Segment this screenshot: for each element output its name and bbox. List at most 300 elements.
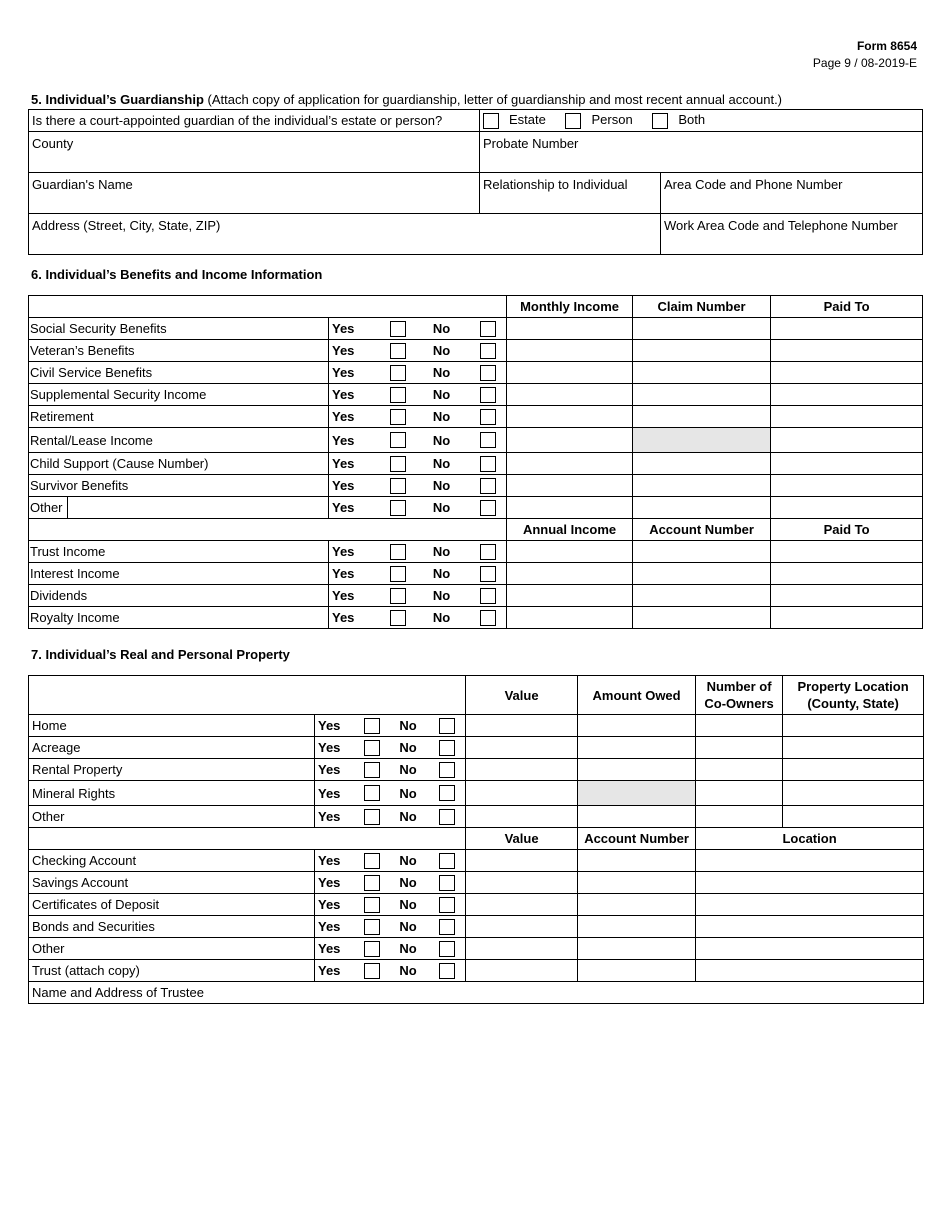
no-label: No: [381, 737, 436, 759]
bonds-and-securities-location[interactable]: [696, 916, 924, 938]
acreage-co-owners[interactable]: [696, 737, 783, 759]
other-value[interactable]: [466, 806, 578, 828]
other-specify-field[interactable]: [67, 497, 69, 519]
other-yes-checkbox[interactable]: [364, 941, 380, 957]
royalty-income-number[interactable]: [633, 607, 771, 629]
property-row: [29, 781, 924, 806]
interest-income-amount[interactable]: [507, 563, 633, 585]
trust-income-yes-checkbox[interactable]: [390, 544, 406, 560]
home-location[interactable]: [783, 715, 924, 737]
interest-income-yes-checkbox[interactable]: [390, 566, 406, 582]
trust-attach-copy-yes-cell: [361, 960, 381, 982]
trust-attach-copy-account-number[interactable]: [578, 960, 696, 982]
account-label-trust-attach-copy: Trust (attach copy): [29, 960, 315, 982]
royalty-income-yes-checkbox[interactable]: [390, 610, 406, 626]
mineral-rights-no-cell: [436, 781, 456, 806]
dividends-yes-cell: [387, 585, 407, 607]
certificates-of-deposit-value[interactable]: [466, 894, 578, 916]
dividends-number[interactable]: [633, 585, 771, 607]
yes-label: Yes: [315, 715, 361, 737]
benefit-label-child-support-cause-number: Child Support (Cause Number): [29, 453, 329, 475]
supplemental-security-income-no-checkbox[interactable]: [480, 387, 496, 403]
rental-property-no-cell: [436, 759, 456, 781]
interest-income-paid-to[interactable]: [771, 563, 923, 585]
spacer-cell: [456, 894, 466, 916]
trust-income-number[interactable]: [633, 541, 771, 563]
property-label-other: Other: [29, 806, 315, 828]
mineral-rights-yes-checkbox[interactable]: [364, 785, 380, 801]
child-support-cause-number-number[interactable]: [633, 453, 771, 475]
column-header-claim-number: Claim Number: [633, 296, 771, 318]
savings-account-location[interactable]: [696, 872, 924, 894]
guardian-question: Is there a court-appointed guardian of the individual’s estate or person?: [29, 110, 480, 132]
savings-account-account-number[interactable]: [578, 872, 696, 894]
no-label: No: [407, 406, 477, 428]
benefits-header-row: [29, 296, 923, 318]
civil-service-benefits-number[interactable]: [633, 362, 771, 384]
property-row: [29, 737, 924, 759]
other-no-checkbox[interactable]: [480, 500, 496, 516]
savings-account-no-checkbox[interactable]: [439, 875, 455, 891]
other-location[interactable]: [696, 938, 924, 960]
benefit-row: [29, 406, 923, 428]
trustee-row: [29, 982, 924, 1004]
estate-checkbox[interactable]: [483, 113, 499, 129]
property-table: [28, 675, 924, 1004]
rental-lease-income-yes-cell: [387, 428, 407, 453]
supplemental-security-income-no-cell: [477, 384, 497, 406]
bonds-and-securities-value[interactable]: [466, 916, 578, 938]
property-label-rental-property: Rental Property: [29, 759, 315, 781]
other-amount-owed[interactable]: [578, 806, 696, 828]
veteran-s-benefits-no-checkbox[interactable]: [480, 343, 496, 359]
account-label-bonds-and-securities: Bonds and Securities: [29, 916, 315, 938]
no-label: No: [407, 362, 477, 384]
yes-label: Yes: [329, 563, 387, 585]
survivor-benefits-no-cell: [477, 475, 497, 497]
no-label: No: [381, 872, 436, 894]
rental-lease-income-no-cell: [477, 428, 497, 453]
section-5-title-note: (Attach copy of application for guardianship, letter of guardianship and most recent annual account.): [203, 92, 783, 107]
no-label: No: [381, 781, 436, 806]
spacer-cell: [456, 806, 466, 828]
rental-lease-income-number[interactable]: [633, 428, 771, 453]
spacer-cell: [497, 497, 507, 519]
rental-lease-income-paid-to[interactable]: [771, 428, 923, 453]
social-security-benefits-no-checkbox[interactable]: [480, 321, 496, 337]
supplemental-security-income-yes-checkbox[interactable]: [390, 387, 406, 403]
column-header-paid-to: Paid To: [771, 296, 923, 318]
no-label: No: [407, 453, 477, 475]
other-co-owners[interactable]: [696, 806, 783, 828]
benefit-label-other: Other: [29, 497, 329, 519]
civil-service-benefits-yes-checkbox[interactable]: [390, 365, 406, 381]
yes-label: Yes: [315, 737, 361, 759]
acreage-amount-owed[interactable]: [578, 737, 696, 759]
retirement-no-checkbox[interactable]: [480, 409, 496, 425]
acreage-no-checkbox[interactable]: [439, 740, 455, 756]
benefit-label-supplemental-security-income: Supplemental Security Income: [29, 384, 329, 406]
bonds-and-securities-yes-checkbox[interactable]: [364, 919, 380, 935]
column-header-monthly-income: Monthly Income: [507, 296, 633, 318]
rental-property-amount-owed[interactable]: [578, 759, 696, 781]
column-header-paid-to: Paid To: [771, 519, 923, 541]
checking-account-value[interactable]: [466, 850, 578, 872]
no-label: No: [407, 428, 477, 453]
spacer-cell: [456, 872, 466, 894]
civil-service-benefits-amount[interactable]: [507, 362, 633, 384]
child-support-cause-number-amount[interactable]: [507, 453, 633, 475]
retirement-no-cell: [477, 406, 497, 428]
child-support-cause-number-yes-checkbox[interactable]: [390, 456, 406, 472]
column-header-location: Location: [696, 828, 924, 850]
spacer-cell: [497, 453, 507, 475]
county-field[interactable]: County: [29, 132, 480, 173]
social-security-benefits-yes-checkbox[interactable]: [390, 321, 406, 337]
yes-label: Yes: [329, 406, 387, 428]
checking-account-location[interactable]: [696, 850, 924, 872]
benefit-label-survivor-benefits: Survivor Benefits: [29, 475, 329, 497]
home-no-checkbox[interactable]: [439, 718, 455, 734]
no-label: No: [407, 340, 477, 362]
supplemental-security-income-amount[interactable]: [507, 384, 633, 406]
retirement-paid-to[interactable]: [771, 406, 923, 428]
guardian-options: [480, 110, 923, 132]
veteran-s-benefits-yes-checkbox[interactable]: [390, 343, 406, 359]
benefit-row: [29, 497, 923, 519]
veteran-s-benefits-amount[interactable]: [507, 340, 633, 362]
savings-account-no-cell: [436, 872, 456, 894]
checking-account-yes-checkbox[interactable]: [364, 853, 380, 869]
civil-service-benefits-no-checkbox[interactable]: [480, 365, 496, 381]
spacer-cell: [497, 563, 507, 585]
trust-attach-copy-location[interactable]: [696, 960, 924, 982]
other-no-checkbox[interactable]: [439, 941, 455, 957]
other-location[interactable]: [783, 806, 924, 828]
benefits-header-row: [29, 519, 923, 541]
other-number[interactable]: [633, 497, 771, 519]
guardian-name-field[interactable]: Guardian's Name: [29, 173, 480, 214]
account-label-certificates-of-deposit: Certificates of Deposit: [29, 894, 315, 916]
yes-label: Yes: [329, 362, 387, 384]
no-label: No: [407, 607, 477, 629]
interest-income-number[interactable]: [633, 563, 771, 585]
other-yes-checkbox[interactable]: [390, 500, 406, 516]
survivor-benefits-yes-checkbox[interactable]: [390, 478, 406, 494]
spacer-cell: [497, 428, 507, 453]
checking-account-account-number[interactable]: [578, 850, 696, 872]
veteran-s-benefits-no-cell: [477, 340, 497, 362]
trust-attach-copy-value[interactable]: [466, 960, 578, 982]
spacer-cell: [497, 362, 507, 384]
child-support-cause-number-no-checkbox[interactable]: [480, 456, 496, 472]
other-yes-cell: [361, 806, 381, 828]
spacer-cell: [497, 541, 507, 563]
section-6-title: 6. Individual’s Benefits and Income Information: [31, 267, 323, 282]
spacer-cell: [456, 960, 466, 982]
certificates-of-deposit-location[interactable]: [696, 894, 924, 916]
spacer-cell: [497, 585, 507, 607]
social-security-benefits-yes-cell: [387, 318, 407, 340]
benefit-label-trust-income: Trust Income: [29, 541, 329, 563]
person-option: [565, 112, 632, 129]
address-field[interactable]: Address (Street, City, State, ZIP): [29, 214, 661, 255]
royalty-income-paid-to[interactable]: [771, 607, 923, 629]
royalty-income-no-checkbox[interactable]: [480, 610, 496, 626]
account-label-checking-account: Checking Account: [29, 850, 315, 872]
other-no-cell: [436, 938, 456, 960]
trust-income-yes-cell: [387, 541, 407, 563]
supplemental-security-income-yes-cell: [387, 384, 407, 406]
veteran-s-benefits-yes-cell: [387, 340, 407, 362]
column-header-number-of-co-owners: Number of Co-Owners: [696, 676, 783, 715]
no-label: No: [407, 475, 477, 497]
civil-service-benefits-paid-to[interactable]: [771, 362, 923, 384]
no-label: No: [407, 563, 477, 585]
checking-account-no-checkbox[interactable]: [439, 853, 455, 869]
mineral-rights-location[interactable]: [783, 781, 924, 806]
mineral-rights-amount-owed[interactable]: [578, 781, 696, 806]
column-header-value: Value: [466, 828, 578, 850]
trust-attach-copy-yes-checkbox[interactable]: [364, 963, 380, 979]
spacer-cell: [497, 475, 507, 497]
child-support-cause-number-paid-to[interactable]: [771, 453, 923, 475]
rental-property-yes-checkbox[interactable]: [364, 762, 380, 778]
benefit-label-veteran-s-benefits: Veteran’s Benefits: [29, 340, 329, 362]
no-label: No: [381, 916, 436, 938]
no-label: No: [381, 960, 436, 982]
no-label: No: [381, 894, 436, 916]
column-header-amount-owed: Amount Owed: [578, 676, 696, 715]
area-phone-field[interactable]: Area Code and Phone Number: [661, 173, 923, 214]
savings-account-yes-checkbox[interactable]: [364, 875, 380, 891]
section-5-title-bold: 5. Individual’s Guardianship: [31, 92, 204, 107]
both-checkbox[interactable]: [652, 113, 668, 129]
spacer-cell: [497, 406, 507, 428]
acreage-value[interactable]: [466, 737, 578, 759]
royalty-income-no-cell: [477, 607, 497, 629]
dividends-amount[interactable]: [507, 585, 633, 607]
column-header-value: Value: [466, 676, 578, 715]
dividends-paid-to[interactable]: [771, 585, 923, 607]
certificates-of-deposit-account-number[interactable]: [578, 894, 696, 916]
account-row: [29, 850, 924, 872]
social-security-benefits-no-cell: [477, 318, 497, 340]
certificates-of-deposit-no-checkbox[interactable]: [439, 897, 455, 913]
home-value[interactable]: [466, 715, 578, 737]
mineral-rights-yes-cell: [361, 781, 381, 806]
yes-label: Yes: [315, 759, 361, 781]
retirement-yes-checkbox[interactable]: [390, 409, 406, 425]
page-number: Page 9 / 08-2019-E: [812, 56, 917, 70]
certificates-of-deposit-no-cell: [436, 894, 456, 916]
spacer-cell: [456, 850, 466, 872]
spacer-cell: [456, 715, 466, 737]
yes-label: Yes: [329, 607, 387, 629]
rental-property-no-checkbox[interactable]: [439, 762, 455, 778]
spacer-cell: [497, 607, 507, 629]
benefit-row: [29, 384, 923, 406]
savings-account-yes-cell: [361, 872, 381, 894]
other-paid-to[interactable]: [771, 497, 923, 519]
yes-label: Yes: [329, 384, 387, 406]
other-yes-cell: [361, 938, 381, 960]
survivor-benefits-amount[interactable]: [507, 475, 633, 497]
survivor-benefits-paid-to[interactable]: [771, 475, 923, 497]
other-no-cell: [477, 497, 497, 519]
no-label: No: [381, 938, 436, 960]
retirement-amount[interactable]: [507, 406, 633, 428]
relationship-field[interactable]: Relationship to Individual: [480, 173, 661, 214]
spacer-cell: [456, 781, 466, 806]
benefit-row: [29, 607, 923, 629]
certificates-of-deposit-yes-cell: [361, 894, 381, 916]
mineral-rights-co-owners[interactable]: [696, 781, 783, 806]
yes-label: Yes: [329, 453, 387, 475]
no-label: No: [407, 384, 477, 406]
home-co-owners[interactable]: [696, 715, 783, 737]
child-support-cause-number-no-cell: [477, 453, 497, 475]
bonds-and-securities-no-checkbox[interactable]: [439, 919, 455, 935]
both-option: [652, 112, 705, 129]
trust-income-no-checkbox[interactable]: [480, 544, 496, 560]
no-label: No: [407, 497, 477, 519]
home-amount-owed[interactable]: [578, 715, 696, 737]
trustee-field[interactable]: Name and Address of Trustee: [29, 982, 924, 1004]
benefit-label-interest-income: Interest Income: [29, 563, 329, 585]
savings-account-value[interactable]: [466, 872, 578, 894]
benefit-row: [29, 585, 923, 607]
survivor-benefits-no-checkbox[interactable]: [480, 478, 496, 494]
survivor-benefits-yes-cell: [387, 475, 407, 497]
spacer-cell: [456, 938, 466, 960]
bonds-and-securities-yes-cell: [361, 916, 381, 938]
other-value[interactable]: [466, 938, 578, 960]
property-label-home: Home: [29, 715, 315, 737]
benefit-label-royalty-income: Royalty Income: [29, 607, 329, 629]
yes-label: Yes: [315, 894, 361, 916]
yes-label: Yes: [329, 318, 387, 340]
royalty-income-yes-cell: [387, 607, 407, 629]
header-blank: [29, 519, 507, 541]
benefit-row: [29, 475, 923, 497]
social-security-benefits-amount[interactable]: [507, 318, 633, 340]
no-label: No: [381, 850, 436, 872]
civil-service-benefits-yes-cell: [387, 362, 407, 384]
other-yes-checkbox[interactable]: [364, 809, 380, 825]
header-blank: [29, 828, 466, 850]
section-7-title: 7. Individual’s Real and Personal Property: [31, 647, 290, 662]
yes-label: Yes: [329, 475, 387, 497]
account-row: [29, 960, 924, 982]
trust-income-paid-to[interactable]: [771, 541, 923, 563]
survivor-benefits-number[interactable]: [633, 475, 771, 497]
property-row: [29, 759, 924, 781]
retirement-number[interactable]: [633, 406, 771, 428]
interest-income-no-checkbox[interactable]: [480, 566, 496, 582]
other-no-checkbox[interactable]: [439, 809, 455, 825]
spacer-cell: [456, 916, 466, 938]
benefit-row: [29, 563, 923, 585]
person-checkbox[interactable]: [565, 113, 581, 129]
veteran-s-benefits-number[interactable]: [633, 340, 771, 362]
column-header-property-location-county-state: Property Location (County, State): [783, 676, 924, 715]
bonds-and-securities-account-number[interactable]: [578, 916, 696, 938]
property-label-acreage: Acreage: [29, 737, 315, 759]
spacer-cell: [497, 318, 507, 340]
bonds-and-securities-no-cell: [436, 916, 456, 938]
social-security-benefits-number[interactable]: [633, 318, 771, 340]
account-row: [29, 916, 924, 938]
other-amount[interactable]: [507, 497, 633, 519]
property-header-row: [29, 676, 924, 715]
other-no-cell: [436, 806, 456, 828]
trust-income-no-cell: [477, 541, 497, 563]
benefit-row: [29, 453, 923, 475]
veteran-s-benefits-paid-to[interactable]: [771, 340, 923, 362]
yes-label: Yes: [329, 497, 387, 519]
rental-property-yes-cell: [361, 759, 381, 781]
acreage-yes-checkbox[interactable]: [364, 740, 380, 756]
spacer-cell: [497, 340, 507, 362]
yes-label: Yes: [315, 781, 361, 806]
work-phone-field[interactable]: Work Area Code and Telephone Number: [661, 214, 923, 255]
yes-label: Yes: [315, 916, 361, 938]
column-header-account-number: Account Number: [578, 828, 696, 850]
home-no-cell: [436, 715, 456, 737]
benefit-row: [29, 362, 923, 384]
mineral-rights-value[interactable]: [466, 781, 578, 806]
benefit-label-retirement: Retirement: [29, 406, 329, 428]
social-security-benefits-paid-to[interactable]: [771, 318, 923, 340]
certificates-of-deposit-yes-checkbox[interactable]: [364, 897, 380, 913]
form-number: Form 8654: [856, 39, 917, 53]
mineral-rights-no-checkbox[interactable]: [439, 785, 455, 801]
rental-property-co-owners[interactable]: [696, 759, 783, 781]
probate-number-field[interactable]: Probate Number: [480, 132, 923, 173]
supplemental-security-income-paid-to[interactable]: [771, 384, 923, 406]
rental-lease-income-yes-checkbox[interactable]: [390, 432, 406, 448]
dividends-yes-checkbox[interactable]: [390, 588, 406, 604]
no-label: No: [381, 759, 436, 781]
rental-property-value[interactable]: [466, 759, 578, 781]
home-yes-checkbox[interactable]: [364, 718, 380, 734]
trust-income-amount[interactable]: [507, 541, 633, 563]
dividends-no-cell: [477, 585, 497, 607]
supplemental-security-income-number[interactable]: [633, 384, 771, 406]
acreage-location[interactable]: [783, 737, 924, 759]
account-row: [29, 872, 924, 894]
yes-label: Yes: [315, 806, 361, 828]
yes-label: Yes: [329, 585, 387, 607]
column-header-account-number: Account Number: [633, 519, 771, 541]
rental-property-location[interactable]: [783, 759, 924, 781]
dividends-no-checkbox[interactable]: [480, 588, 496, 604]
account-label-other: Other: [29, 938, 315, 960]
account-header-row: [29, 828, 924, 850]
both-label: Both: [678, 112, 706, 128]
estate-label: Estate: [509, 112, 546, 128]
rental-lease-income-no-checkbox[interactable]: [480, 432, 496, 448]
acreage-yes-cell: [361, 737, 381, 759]
royalty-income-amount[interactable]: [507, 607, 633, 629]
no-label: No: [407, 541, 477, 563]
other-account-number[interactable]: [578, 938, 696, 960]
header-blank: [29, 296, 507, 318]
rental-lease-income-amount[interactable]: [507, 428, 633, 453]
trust-attach-copy-no-checkbox[interactable]: [439, 963, 455, 979]
header-blank: [29, 676, 466, 715]
